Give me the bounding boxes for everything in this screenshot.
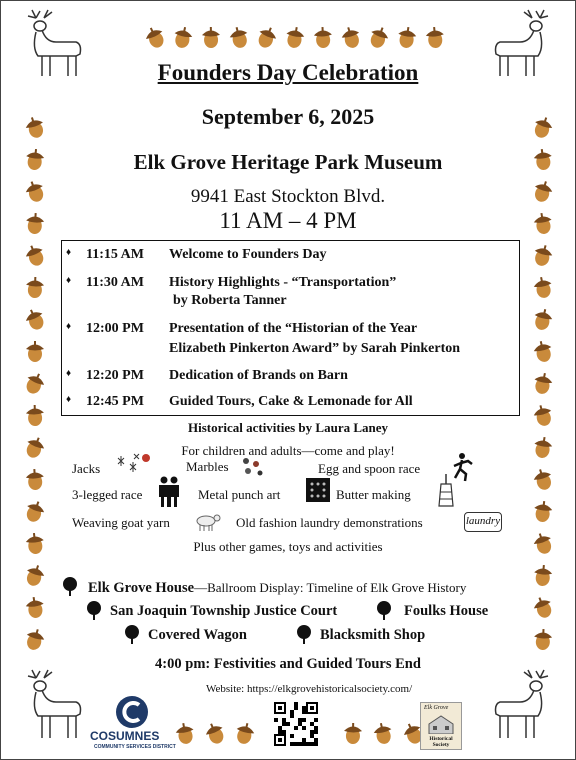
cosumnes-name: COSUMNES	[90, 729, 160, 743]
acorn-icon	[22, 626, 48, 652]
activity-laundry-demo: Old fashion laundry demonstrations	[236, 515, 423, 530]
jacks-icon	[114, 452, 152, 476]
diamond-bullet-icon: ♦	[66, 321, 72, 332]
cosumnes-logo-icon	[114, 694, 150, 730]
acorn-icon	[22, 594, 48, 620]
activity-egg-spoon: Egg and spoon race	[318, 461, 421, 476]
oak-tree-icon	[374, 600, 394, 620]
acorn-icon	[422, 24, 448, 50]
schedule-event: History Highlights - “Transportation”	[169, 275, 397, 290]
activity-marbles: Marbles	[186, 459, 229, 474]
society-logo-name: Historical Society	[429, 736, 453, 748]
acorn-icon	[530, 370, 556, 396]
location-justice-court: San Joaquin Township Justice Court	[110, 603, 338, 619]
acorn-icon	[530, 338, 556, 364]
oak-tree-icon	[60, 576, 80, 596]
acorn-icon	[254, 24, 280, 50]
historical-society-logo	[420, 702, 462, 750]
schedule-event-line2: by Roberta Tanner	[173, 293, 287, 308]
acorn-icon	[310, 24, 336, 50]
activity-weaving-goat-yarn: Weaving goat yarn	[72, 515, 170, 530]
oak-tree-icon	[84, 600, 104, 620]
schedule-time: 12:20 PM	[86, 368, 144, 383]
schedule-time: 12:45 PM	[86, 394, 144, 409]
activities-more: Plus other games, toys and activities	[193, 539, 383, 554]
website-link[interactable]: Website: https://elkgrovehistoricalsociety.com/	[206, 683, 413, 695]
elk-illustration	[14, 668, 86, 740]
schedule-time: 12:00 PM	[86, 321, 144, 336]
location-blacksmith-shop: Blacksmith Shop	[320, 627, 426, 643]
butter-churn-icon	[436, 474, 456, 508]
acorn-icon	[226, 24, 252, 50]
acorn-icon	[22, 498, 48, 524]
event-hours: 11 AM – 4 PM	[219, 208, 357, 233]
oak-tree-icon	[122, 624, 142, 644]
oak-tree-icon	[294, 624, 314, 644]
schedule-event: Welcome to Founders Day	[169, 247, 327, 262]
acorn-icon	[22, 338, 48, 364]
qr-code-icon[interactable]	[272, 700, 320, 748]
location-detail: —Ballroom Display: Timeline of Elk Grove History	[194, 580, 467, 595]
acorn-icon	[22, 274, 48, 300]
acorn-icon	[282, 24, 308, 50]
diamond-bullet-icon: ♦	[66, 275, 72, 286]
acorn-icon	[530, 306, 556, 332]
acorn-icon	[530, 274, 556, 300]
acorn-icon	[170, 24, 196, 50]
acorn-icon	[22, 370, 48, 396]
acorn-icon	[22, 562, 48, 588]
house-icon	[427, 714, 455, 734]
diamond-bullet-icon: ♦	[66, 247, 72, 258]
acorn-icon	[198, 24, 224, 50]
schedule-time: 11:30 AM	[86, 275, 144, 290]
activities-subheading: For children and adults—come and play!	[181, 443, 395, 458]
acorn-icon	[530, 594, 556, 620]
acorn-icon	[232, 720, 258, 746]
location-foulks-house: Foulks House	[404, 603, 489, 619]
marbles-icon	[240, 456, 266, 478]
activity-three-legged-race: 3-legged race	[72, 487, 143, 502]
venue-name: Elk Grove Heritage Park Museum	[133, 150, 443, 174]
acorn-icon	[340, 720, 366, 746]
activities-heading: Historical activities by Laura Laney	[187, 420, 389, 435]
event-date: September 6, 2025	[201, 104, 375, 129]
acorn-icon	[530, 242, 556, 268]
acorn-icon	[530, 626, 556, 652]
acorn-icon	[530, 562, 556, 588]
acorn-icon	[22, 466, 48, 492]
venue-address: 9941 East Stockton Blvd.	[190, 186, 386, 207]
elk-illustration	[490, 668, 562, 740]
location-name: Elk Grove House	[88, 580, 195, 596]
diamond-bullet-icon: ♦	[66, 368, 72, 379]
acorn-icon	[394, 24, 420, 50]
goat-icon	[192, 512, 222, 532]
acorn-icon	[22, 242, 48, 268]
schedule-event: Guided Tours, Cake & Lemonade for All	[169, 394, 413, 409]
punch-art-icon	[306, 478, 330, 502]
acorn-icon	[142, 24, 168, 50]
schedule-event-line2: Elizabeth Pinkerton Award” by Sarah Pinkerton	[169, 341, 461, 356]
schedule-event: Dedication of Brands on Barn	[169, 368, 348, 383]
schedule-box	[61, 240, 520, 416]
activity-metal-punch-art: Metal punch art	[198, 487, 281, 502]
end-time-notice: 4:00 pm: Festivities and Guided Tours End	[155, 656, 421, 672]
people-icon	[156, 476, 182, 508]
schedule-time: 11:15 AM	[86, 247, 144, 262]
acorn-icon	[22, 306, 48, 332]
location-covered-wagon: Covered Wagon	[148, 627, 247, 643]
acorn-icon	[530, 466, 556, 492]
acorn-icon	[338, 24, 364, 50]
acorn-icon	[530, 498, 556, 524]
event-title: Founders Day Celebration	[157, 60, 419, 85]
activity-jacks: Jacks	[72, 461, 101, 476]
society-logo-top: Elk Grove	[424, 705, 449, 711]
acorn-icon	[370, 720, 396, 746]
acorn-icon	[202, 720, 228, 746]
activity-butter-making: Butter making	[336, 487, 411, 502]
laundry-sign-icon: laundry	[464, 512, 502, 532]
acorn-icon	[172, 720, 198, 746]
diamond-bullet-icon: ♦	[66, 394, 72, 405]
cosumnes-subtitle: COMMUNITY SERVICES DISTRICT	[94, 744, 176, 750]
acorn-icon	[366, 24, 392, 50]
schedule-event: Presentation of the “Historian of the Year	[169, 321, 418, 336]
location-elk-grove-house	[88, 580, 466, 597]
